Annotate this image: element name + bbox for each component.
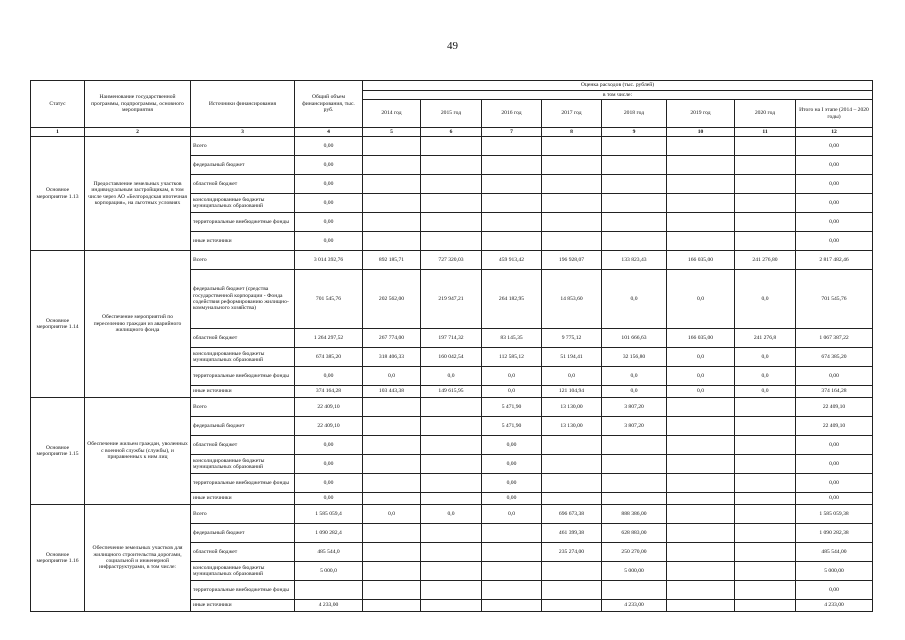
year-amount-cell: 0,0 <box>482 367 542 386</box>
stage-total-cell: 0,00 <box>796 455 873 474</box>
year-amount-cell <box>363 474 421 493</box>
year-amount-cell <box>735 194 796 213</box>
column-number: 4 <box>295 128 363 137</box>
total-amount-cell: 5 000,0 <box>295 562 363 581</box>
year-amount-cell <box>421 232 482 251</box>
year-amount-cell <box>363 398 421 417</box>
year-amount-cell <box>542 137 602 156</box>
year-amount-cell: 101 666,63 <box>602 329 667 348</box>
year-amount-cell <box>363 436 421 455</box>
stage-total-cell: 0,00 <box>796 156 873 175</box>
year-amount-cell <box>667 194 735 213</box>
total-amount-cell: 701 545,76 <box>295 270 363 329</box>
stage-total-cell: 0,00 <box>796 493 873 505</box>
year-amount-cell: 166 035,00 <box>667 251 735 270</box>
year-amount-cell: 241 276,80 <box>735 251 796 270</box>
funding-source: территориальные внебюджетные фонды <box>191 367 295 386</box>
year-amount-cell <box>421 581 482 600</box>
year-amount-cell: 0,0 <box>542 367 602 386</box>
event-status: Основное мероприятие 1.13 <box>31 137 85 251</box>
year-amount-cell <box>363 524 421 543</box>
event-name: Обеспечение земельных участков для жилищного строительства дорогами, социальной и инженерной инфраструктурами, в том числе: <box>85 505 191 612</box>
year-amount-cell <box>363 493 421 505</box>
year-amount-cell <box>542 213 602 232</box>
year-amount-cell <box>735 600 796 612</box>
year-amount-cell <box>421 524 482 543</box>
year-amount-cell <box>667 417 735 436</box>
total-amount-cell: 0,00 <box>295 474 363 493</box>
year-amount-cell <box>421 543 482 562</box>
total-amount-cell: 0,00 <box>295 137 363 156</box>
year-amount-cell <box>602 194 667 213</box>
total-amount-cell: 0,00 <box>295 493 363 505</box>
event-status: Основное мероприятие 1.14 <box>31 251 85 398</box>
total-amount-cell: 0,00 <box>295 213 363 232</box>
year-amount-cell: 888 386,00 <box>602 505 667 524</box>
year-amount-cell: 0,0 <box>735 348 796 367</box>
total-amount-cell: 4 233,00 <box>295 600 363 612</box>
year-amount-cell <box>363 581 421 600</box>
year-amount-cell <box>602 474 667 493</box>
year-amount-cell <box>482 137 542 156</box>
funding-source: федеральный бюджет <box>191 156 295 175</box>
year-amount-cell: 0,00 <box>482 493 542 505</box>
stage-total-cell: 0,00 <box>796 581 873 600</box>
header-year: Итого на I этапе (2014 – 2020 годы) <box>796 100 873 128</box>
stage-total-cell: 22 409,10 <box>796 417 873 436</box>
header-year: 2020 год <box>735 100 796 128</box>
year-amount-cell <box>542 156 602 175</box>
funding-source: Всего <box>191 505 295 524</box>
funding-source: иные источники <box>191 386 295 398</box>
column-number: 1 <box>31 128 85 137</box>
page-number: 49 <box>447 40 458 52</box>
year-amount-cell: 264 182,95 <box>482 270 542 329</box>
year-amount-cell: 166 035,00 <box>667 329 735 348</box>
year-amount-cell <box>421 156 482 175</box>
year-amount-cell <box>363 417 421 436</box>
table-row <box>31 505 873 524</box>
total-amount-cell: 1 264 297,52 <box>295 329 363 348</box>
year-amount-cell <box>421 137 482 156</box>
year-amount-cell <box>735 505 796 524</box>
budget-table <box>30 80 873 612</box>
year-amount-cell <box>421 436 482 455</box>
stage-total-cell: 0,00 <box>796 137 873 156</box>
header-year: 2018 год <box>602 100 667 128</box>
year-amount-cell <box>421 175 482 194</box>
column-number: 10 <box>667 128 735 137</box>
column-number: 2 <box>85 128 191 137</box>
year-amount-cell: 0,0 <box>482 386 542 398</box>
year-amount-cell <box>542 600 602 612</box>
column-numbers-row <box>31 128 873 137</box>
year-amount-cell: 0,00 <box>482 474 542 493</box>
year-amount-cell: 202 562,00 <box>363 270 421 329</box>
year-amount-cell <box>735 232 796 251</box>
year-amount-cell <box>735 474 796 493</box>
year-amount-cell <box>482 543 542 562</box>
year-amount-cell <box>602 156 667 175</box>
stage-total-cell: 485 544,00 <box>796 543 873 562</box>
year-amount-cell <box>602 581 667 600</box>
year-amount-cell: 727 320,03 <box>421 251 482 270</box>
table-row <box>31 398 873 417</box>
year-amount-cell <box>421 213 482 232</box>
year-amount-cell: 4 233,00 <box>602 600 667 612</box>
year-amount-cell <box>602 493 667 505</box>
year-amount-cell <box>667 455 735 474</box>
funding-source: Всего <box>191 398 295 417</box>
total-amount-cell: 374 164,28 <box>295 386 363 398</box>
year-amount-cell <box>735 175 796 194</box>
total-amount-cell: 0,00 <box>295 194 363 213</box>
column-number: 12 <box>796 128 873 137</box>
stage-total-cell: 5 000,00 <box>796 562 873 581</box>
year-amount-cell <box>602 175 667 194</box>
year-amount-cell <box>735 417 796 436</box>
year-amount-cell: 3 807,20 <box>602 398 667 417</box>
stage-total-cell: 0,00 <box>796 194 873 213</box>
year-amount-cell <box>735 455 796 474</box>
funding-source: иные источники <box>191 232 295 251</box>
header-year: 2014 год <box>363 100 421 128</box>
year-amount-cell: 628 883,00 <box>602 524 667 543</box>
year-amount-cell <box>667 137 735 156</box>
year-amount-cell <box>363 137 421 156</box>
year-amount-cell <box>421 417 482 436</box>
column-number: 8 <box>542 128 602 137</box>
year-amount-cell: 0,0 <box>602 270 667 329</box>
event-name: Предоставление земельных участков индивидуальным застройщикам, в том числе через АО «Белгородская ипотечная корпорация», на льготных условиях <box>85 137 191 251</box>
total-amount-cell: 3 014 392,76 <box>295 251 363 270</box>
column-number: 5 <box>363 128 421 137</box>
column-number: 9 <box>602 128 667 137</box>
year-amount-cell: 149 615,95 <box>421 386 482 398</box>
year-amount-cell <box>363 194 421 213</box>
year-amount-cell <box>482 232 542 251</box>
year-amount-cell: 51 194,41 <box>542 348 602 367</box>
header-status: Статус <box>31 81 85 128</box>
total-amount-cell: 0,00 <box>295 367 363 386</box>
year-amount-cell <box>482 524 542 543</box>
year-amount-cell <box>482 194 542 213</box>
stage-total-cell: 0,00 <box>796 232 873 251</box>
year-amount-cell: 250 270,00 <box>602 543 667 562</box>
year-amount-cell <box>667 524 735 543</box>
column-number: 11 <box>735 128 796 137</box>
year-amount-cell <box>421 474 482 493</box>
year-amount-cell <box>542 455 602 474</box>
year-amount-cell: 0,0 <box>363 367 421 386</box>
year-amount-cell: 0,00 <box>482 455 542 474</box>
year-amount-cell: 0,0 <box>667 270 735 329</box>
year-amount-cell: 461 399,38 <box>542 524 602 543</box>
year-amount-cell: 197 714,32 <box>421 329 482 348</box>
funding-source: территориальные внебюджетные фонды <box>191 213 295 232</box>
year-amount-cell <box>363 600 421 612</box>
funding-source: консолидированные бюджеты муниципальных образований <box>191 562 295 581</box>
year-amount-cell <box>542 474 602 493</box>
year-amount-cell <box>421 455 482 474</box>
year-amount-cell: 0,0 <box>735 386 796 398</box>
funding-source: консолидированные бюджеты муниципальных образований <box>191 348 295 367</box>
year-amount-cell: 0,0 <box>482 505 542 524</box>
year-amount-cell: 3 807,20 <box>602 417 667 436</box>
header-year: 2016 год <box>482 100 542 128</box>
year-amount-cell <box>735 398 796 417</box>
year-amount-cell: 32 156,80 <box>602 348 667 367</box>
event-status: Основное мероприятие 1.16 <box>31 505 85 612</box>
stage-total-cell: 674 385,20 <box>796 348 873 367</box>
event-status: Основное мероприятие 1.15 <box>31 398 85 505</box>
year-amount-cell <box>735 137 796 156</box>
year-amount-cell: 0,00 <box>482 436 542 455</box>
year-amount-cell: 0,0 <box>363 505 421 524</box>
year-amount-cell: 219 947,21 <box>421 270 482 329</box>
table-row <box>31 137 873 156</box>
year-amount-cell <box>542 175 602 194</box>
year-amount-cell <box>667 436 735 455</box>
year-amount-cell <box>482 175 542 194</box>
year-amount-cell <box>542 436 602 455</box>
year-amount-cell <box>735 543 796 562</box>
stage-total-cell: 4 233,00 <box>796 600 873 612</box>
year-amount-cell <box>667 175 735 194</box>
year-amount-cell <box>542 562 602 581</box>
year-amount-cell: 0,0 <box>667 348 735 367</box>
header-name: Наименование государственной программы, подпрограммы, основного мероприятия <box>85 81 191 128</box>
funding-source: областной бюджет <box>191 175 295 194</box>
year-amount-cell <box>421 562 482 581</box>
stage-total-cell: 1 090 282,38 <box>796 524 873 543</box>
funding-source: территориальные внебюджетные фонды <box>191 581 295 600</box>
year-amount-cell: 83 145,35 <box>482 329 542 348</box>
total-amount-cell: 1 090 282,4 <box>295 524 363 543</box>
year-amount-cell: 0,0 <box>602 367 667 386</box>
funding-source: областной бюджет <box>191 543 295 562</box>
year-amount-cell <box>667 213 735 232</box>
total-amount-cell: 0,00 <box>295 436 363 455</box>
year-amount-cell <box>667 156 735 175</box>
year-amount-cell: 267 774,00 <box>363 329 421 348</box>
header-sources: Источники финансирования <box>191 81 295 128</box>
funding-source: консолидированные бюджеты муниципальных образований <box>191 455 295 474</box>
year-amount-cell: 0,0 <box>735 367 796 386</box>
year-amount-cell <box>363 543 421 562</box>
stage-total-cell: 2 817 482,46 <box>796 251 873 270</box>
header-total: Общий объем финансирования, тыс. руб. <box>295 81 363 128</box>
column-number: 7 <box>482 128 542 137</box>
year-amount-cell <box>735 524 796 543</box>
year-amount-cell <box>363 175 421 194</box>
year-amount-cell <box>482 600 542 612</box>
year-amount-cell: 13 130,00 <box>542 398 602 417</box>
header-year: 2019 год <box>667 100 735 128</box>
column-number: 6 <box>421 128 482 137</box>
year-amount-cell <box>667 493 735 505</box>
event-name: Обеспечение мероприятий по переселению граждан из аварийного жилищного фонда <box>85 251 191 398</box>
year-amount-cell <box>667 600 735 612</box>
total-amount-cell: 22 409,10 <box>295 417 363 436</box>
year-amount-cell: 103 443,38 <box>363 386 421 398</box>
year-amount-cell: 133 823,43 <box>602 251 667 270</box>
total-amount-cell: 0,00 <box>295 232 363 251</box>
funding-source: областной бюджет <box>191 436 295 455</box>
year-amount-cell <box>542 493 602 505</box>
year-amount-cell <box>482 581 542 600</box>
year-amount-cell <box>482 213 542 232</box>
stage-total-cell: 0,00 <box>796 367 873 386</box>
total-amount-cell: 0,00 <box>295 156 363 175</box>
year-amount-cell: 9 775,12 <box>542 329 602 348</box>
year-amount-cell <box>667 232 735 251</box>
year-amount-cell <box>363 213 421 232</box>
year-amount-cell <box>542 232 602 251</box>
year-amount-cell: 318 406,33 <box>363 348 421 367</box>
year-amount-cell: 0,0 <box>602 386 667 398</box>
year-amount-cell: 5 000,00 <box>602 562 667 581</box>
table-row <box>31 251 873 270</box>
year-amount-cell: 0,0 <box>421 505 482 524</box>
year-amount-cell <box>667 562 735 581</box>
header-year: 2017 год <box>542 100 602 128</box>
year-amount-cell <box>363 156 421 175</box>
header-estimate: Оценка расходов (тыс. рублей) <box>363 81 873 91</box>
stage-total-cell: 701 545,76 <box>796 270 873 329</box>
total-amount-cell: 22 409,10 <box>295 398 363 417</box>
year-amount-cell: 241 276,8 <box>735 329 796 348</box>
year-amount-cell <box>735 213 796 232</box>
stage-total-cell: 374 164,28 <box>796 386 873 398</box>
year-amount-cell <box>421 493 482 505</box>
year-amount-cell <box>363 455 421 474</box>
year-amount-cell <box>363 562 421 581</box>
year-amount-cell <box>363 232 421 251</box>
column-number: 3 <box>191 128 295 137</box>
total-amount-cell: 674 385,20 <box>295 348 363 367</box>
year-amount-cell <box>667 398 735 417</box>
stage-total-cell: 0,00 <box>796 436 873 455</box>
year-amount-cell: 696 673,38 <box>542 505 602 524</box>
year-amount-cell <box>735 493 796 505</box>
funding-source: иные источники <box>191 600 295 612</box>
year-amount-cell <box>542 194 602 213</box>
funding-source: Всего <box>191 251 295 270</box>
stage-total-cell: 22 409,10 <box>796 398 873 417</box>
year-amount-cell <box>482 156 542 175</box>
header-year: 2015 год <box>421 100 482 128</box>
year-amount-cell <box>421 600 482 612</box>
funding-source: Всего <box>191 137 295 156</box>
funding-source: федеральный бюджет <box>191 524 295 543</box>
year-amount-cell <box>735 562 796 581</box>
event-name: Обеспечение жильем граждан, уволенных с военной службы (службы), и приравненных к ним лиц <box>85 398 191 505</box>
year-amount-cell: 196 928,07 <box>542 251 602 270</box>
year-amount-cell <box>735 156 796 175</box>
year-amount-cell: 459 913,42 <box>482 251 542 270</box>
year-amount-cell <box>735 436 796 455</box>
year-amount-cell: 160 042,54 <box>421 348 482 367</box>
funding-source: областной бюджет <box>191 329 295 348</box>
year-amount-cell: 0,0 <box>667 367 735 386</box>
total-amount-cell: 485 544,0 <box>295 543 363 562</box>
year-amount-cell <box>482 562 542 581</box>
year-amount-cell <box>602 213 667 232</box>
total-amount-cell <box>295 581 363 600</box>
year-amount-cell: 892 185,71 <box>363 251 421 270</box>
year-amount-cell: 112 585,12 <box>482 348 542 367</box>
year-amount-cell: 0,0 <box>421 367 482 386</box>
funding-source: федеральный бюджет (средства государственной корпорации - Фонда содействия реформированию жилищно-коммунального хозяйства) <box>191 270 295 329</box>
year-amount-cell: 121 104,94 <box>542 386 602 398</box>
total-amount-cell: 1 585 059,4 <box>295 505 363 524</box>
header-including: в том числе: <box>363 91 873 100</box>
year-amount-cell <box>667 505 735 524</box>
year-amount-cell <box>602 232 667 251</box>
stage-total-cell: 0,00 <box>796 175 873 194</box>
year-amount-cell <box>602 137 667 156</box>
year-amount-cell <box>421 398 482 417</box>
funding-source: федеральный бюджет <box>191 417 295 436</box>
year-amount-cell <box>667 474 735 493</box>
year-amount-cell: 235 274,00 <box>542 543 602 562</box>
year-amount-cell <box>667 543 735 562</box>
year-amount-cell: 5 471,90 <box>482 417 542 436</box>
year-amount-cell <box>602 436 667 455</box>
stage-total-cell: 1 585 059,38 <box>796 505 873 524</box>
year-amount-cell <box>602 455 667 474</box>
stage-total-cell: 1 067 387,22 <box>796 329 873 348</box>
year-amount-cell: 14 853,60 <box>542 270 602 329</box>
stage-total-cell: 0,00 <box>796 474 873 493</box>
funding-source: консолидированные бюджеты муниципальных образований <box>191 194 295 213</box>
year-amount-cell: 13 130,00 <box>542 417 602 436</box>
funding-source: иные источники <box>191 493 295 505</box>
year-amount-cell <box>542 581 602 600</box>
year-amount-cell <box>667 581 735 600</box>
year-amount-cell <box>735 581 796 600</box>
year-amount-cell: 5 471,90 <box>482 398 542 417</box>
total-amount-cell: 0,00 <box>295 455 363 474</box>
year-amount-cell <box>421 194 482 213</box>
funding-source: территориальные внебюджетные фонды <box>191 474 295 493</box>
total-amount-cell: 0,00 <box>295 175 363 194</box>
stage-total-cell: 0,00 <box>796 213 873 232</box>
year-amount-cell: 0,0 <box>667 386 735 398</box>
year-amount-cell: 0,0 <box>735 270 796 329</box>
